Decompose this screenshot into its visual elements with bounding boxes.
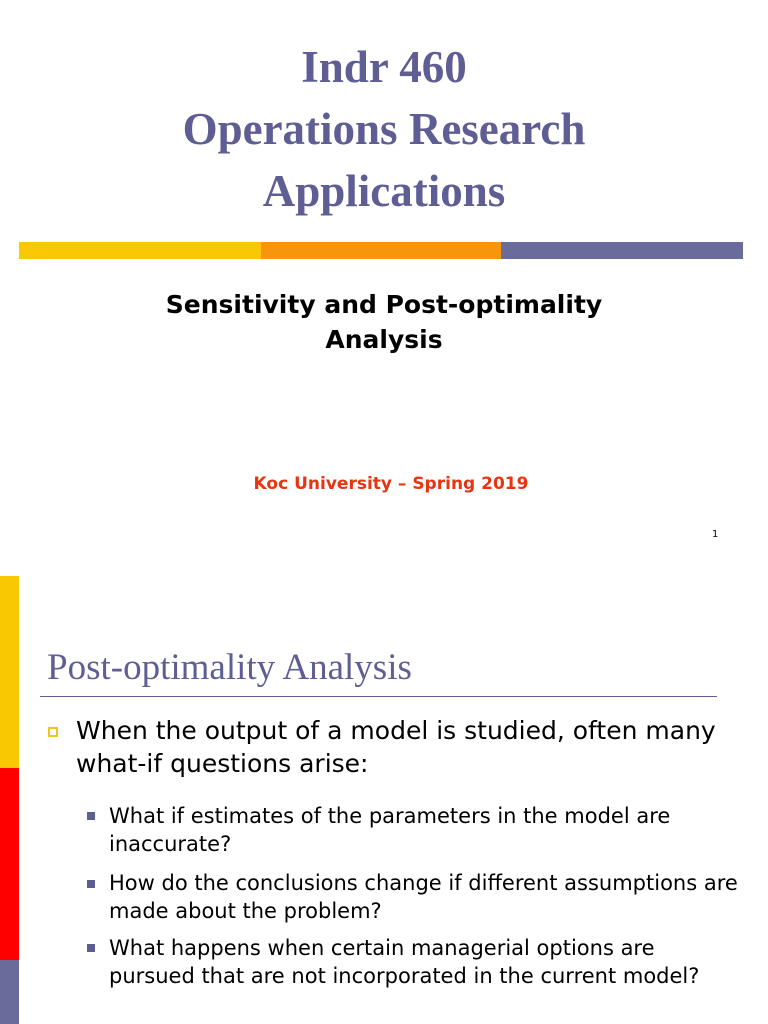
organization-label: Koc University – Spring 2019 xyxy=(253,474,529,494)
content-slide xyxy=(0,576,768,1024)
sidebar-segment-yellow xyxy=(0,576,19,768)
square-bullet-icon xyxy=(48,727,58,737)
main-bullet: When the output of a model is studied, often many what-if questions arise: xyxy=(76,716,716,778)
title-divider xyxy=(40,696,717,697)
page-number: 1 xyxy=(712,529,719,540)
accent-bar-orange xyxy=(261,242,501,259)
slide-subtitle xyxy=(0,287,768,357)
slide-title xyxy=(0,36,768,222)
title-line-1: Indr 460 xyxy=(301,42,467,92)
accent-bar-yellow xyxy=(19,242,261,259)
sub-bullet-2: How do the conclusions change if different assumptions are made about the problem? xyxy=(109,871,738,923)
content-slide-title: Post-optimality Analysis xyxy=(47,647,412,688)
subtitle-line-1: Sensitivity and Post-optimality xyxy=(165,290,603,319)
accent-bar-purple xyxy=(501,242,743,259)
sub-bullet-1: What if estimates of the parameters in the model are inaccurate? xyxy=(109,804,671,856)
sidebar-segment-purple xyxy=(0,960,19,1024)
sub-bullet-3: What happens when certain managerial options are pursued that are not incorporated in the current model? xyxy=(109,936,700,988)
sub-bullet-icon xyxy=(87,944,95,952)
sub-bullet-icon xyxy=(87,812,95,820)
sub-bullet-icon xyxy=(87,880,95,888)
title-line-2: Operations Research xyxy=(182,104,586,154)
title-line-3: Applications xyxy=(262,166,506,216)
subtitle-line-2: Analysis xyxy=(325,325,443,354)
sidebar-segment-red xyxy=(0,768,19,960)
